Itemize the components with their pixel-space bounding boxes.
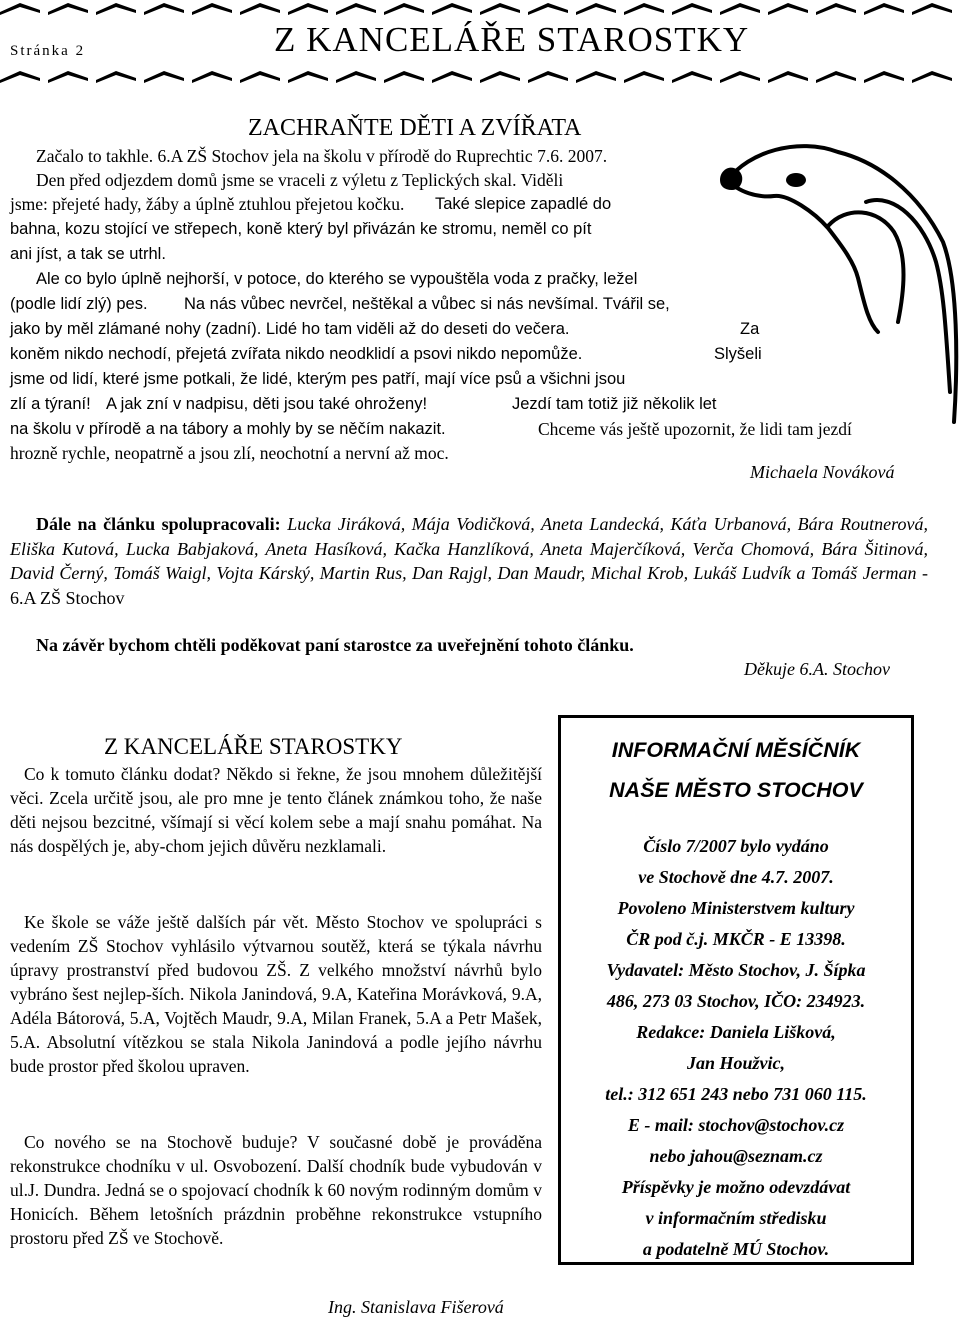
info-box [558, 715, 914, 1265]
info-line: tel.: 312 651 243 nebo 731 060 115. [605, 1084, 867, 1104]
article-line: Na nás vůbec nevrčel, neštěkal a vůbec si nás nevšímal. Tvářil se, [184, 295, 670, 313]
article-line: jsme od lidí, které jsme potkali, že lidé, kterým pes patří, mají více psů a všichni jsou [10, 370, 626, 388]
article-line: jsme: přejeté hady, žáby a úplně ztuhlou přejetou kočku. [10, 194, 405, 214]
info-line: ČR pod č.j. MKČR - E 13398. [626, 929, 846, 949]
info-line: Vydavatel: Město Stochov, J. Šípka [606, 960, 866, 980]
article-line: A jak zní v nadpisu, děti jsou také ohroženy! [106, 395, 428, 413]
info-line: 486, 273 03 Stochov, IČO: 234923. [606, 991, 866, 1011]
article-line: zlí a týraní! [10, 395, 91, 413]
article-line: Den před odjezdem domů jsme se vraceli z výletu z Teplických skal. Viděli [36, 170, 564, 190]
article-line: na školu v přírodě a na tábory a mohly by se něčím nakazit. [10, 420, 446, 438]
article-line: Ale co bylo úplně nejhorší, v potoce, do kterého se vypouštěla voda z pračky, ležel [36, 270, 638, 288]
collaborators-names: Lucka Jiráková, Mája Vodičková, Aneta Landecká, Káťa Urbanová, Bára Routnerová, Eliška Kutová, Lucka Babjaková, Aneta Hasíková, Kačka Hanzlíková, Aneta Majerčíková, Verča Chomová, Bára Šitinová, David Černý, Tomáš Waigl, Vojta Kárský, Martin Rus, Dan Rajgl, Dan Maudr, Michal Krob, Lukáš Ludvík a Tomáš Jerman [10, 514, 928, 583]
article-author: Michaela Nováková [750, 462, 895, 482]
info-line: a podatelně MÚ Stochov. [642, 1239, 830, 1259]
info-line: Jan Houžvic, [686, 1053, 785, 1073]
header-title: Z KANCELÁŘE STAROSTKY [274, 20, 750, 59]
article-line: ani jíst, a tak se utrhl. [10, 245, 166, 263]
info-heading [561, 730, 911, 810]
article-line: koněm nikdo nechodí, přejetá zvířata nikdo neodklidí a psovi nikdo nepomůže. [10, 345, 583, 363]
thanks-signature: Děkuje 6.A. Stochov [744, 659, 890, 679]
article-line: (podle lidí zlý) pes. [10, 295, 148, 313]
zigzag-border-bottom [0, 68, 960, 84]
thanks-text: Na závěr bychom chtěli poděkovat paní starostce za uveřejnění tohoto článku. [36, 635, 634, 655]
info-line: Příspěvky je možno odevzdávat [621, 1177, 851, 1197]
info-line: ve Stochově dne 4.7. 2007. [638, 867, 834, 887]
column-paragraph-1 [10, 762, 542, 858]
info-line: v informačním středisku [645, 1208, 827, 1228]
info-lines [561, 831, 911, 1265]
info-line: Povoleno Ministerstvem kultury [617, 898, 855, 918]
info-heading-line-1: INFORMAČNÍ MĚSÍČNÍK [611, 738, 861, 762]
article-title: ZACHRAŇTE DĚTI A ZVÍŘATA [248, 115, 582, 141]
info-line: E - mail: stochov@stochov.cz [627, 1115, 845, 1135]
article-line: jako by měl zlámané nohy (zadní). Lidé ho tam viděli až do deseti do večera. [10, 320, 570, 338]
collaborators-paragraph [10, 512, 928, 610]
paragraph-text: Ke škole se váže ještě dalších pár vět. Město Stochov ve spolupráci s vedením ZŠ Stochov vyhlásilo výtvarnou soutěž, která se týkala návrhu úpravy prostranství před budovou ZŠ. Z velkého množství návrhů bylo vybráno šest nejlep-ších. Nikola Janindová, 9.A, Kateřina Morávková, 9.A, Adéla Bátorová, 5.A, Vojtěch Maudr, 9.A, Milan Franek, 5.A a Petr Mašek, 5.A. Absolutní vítězkou se stala Nikola Janindová a podle jejího návrhu bude prostor před školou upraven. [10, 912, 542, 1076]
paragraph-text: Co nového se na Stochově buduje? V současné době je prováděna rekonstrukce chodníku v ul. Osvobození. Další chodník bude vybudován v ul.J. Dundra. Jedná se o spojovací chodník k 60 novým rodinným domům v Honicích. Během letošních prázdnin proběhne rekonstrukce vstupního prostoru před ZŠ ve Stochově. [10, 1132, 542, 1248]
info-heading-line-2: NAŠE MĚSTO STOCHOV [609, 778, 863, 802]
article-line: hrozně rychle, neopatrně a jsou zlí, neochotní a nervní až moc. [10, 443, 449, 463]
info-line: nebo jahou@seznam.cz [649, 1146, 823, 1166]
article-line: bahna, kozu stojící ve střepech, koně který byl přivázán ke stromu, neměl co pít [10, 220, 592, 238]
info-line: Redakce: Daniela Lišková, [636, 1022, 836, 1042]
collaborators-label: Dále na článku spolupracovali: [36, 514, 281, 534]
article-line: Za [740, 320, 760, 338]
page-number-label: Stránka 2 [10, 43, 86, 59]
dog-illustration [718, 132, 960, 432]
column-author: Ing. Stanislava Fišerová [328, 1297, 504, 1317]
zigzag-border-top [0, 0, 960, 16]
article-line: Začalo to takhle. 6.A ZŠ Stochov jela na školu v přírodě do Ruprechtic 7.6. 2007. [36, 146, 608, 166]
info-line: Číslo 7/2007 bylo vydáno [643, 836, 829, 856]
article-line: Slyšeli [714, 345, 762, 363]
column-paragraph-2 [10, 910, 542, 1078]
column-title: Z KANCELÁŘE STAROSTKY [104, 734, 403, 759]
column-paragraph-3 [10, 1130, 542, 1250]
article-line: Také slepice zapadlé do [435, 195, 612, 213]
article-line: Chceme vás ještě upozornit, že lidi tam jezdí [538, 419, 852, 439]
collaborators-class: - 6.A ZŠ Stochov [10, 563, 928, 608]
article-line: Jezdí tam totiž již několik let [512, 395, 717, 413]
paragraph-text: Co k tomuto článku dodat? Někdo si řekne, že jsou mnohem důležitější věci. Zcela určitě jsou, ale pro mne je tento článek známkou toho, že naše děti nejsou bezcitné, všímají si věcí kolem sebe a mají snahu pomáhat. Na nás dospělých je, aby-chom jejich důvěru nezklamali. [10, 764, 542, 856]
